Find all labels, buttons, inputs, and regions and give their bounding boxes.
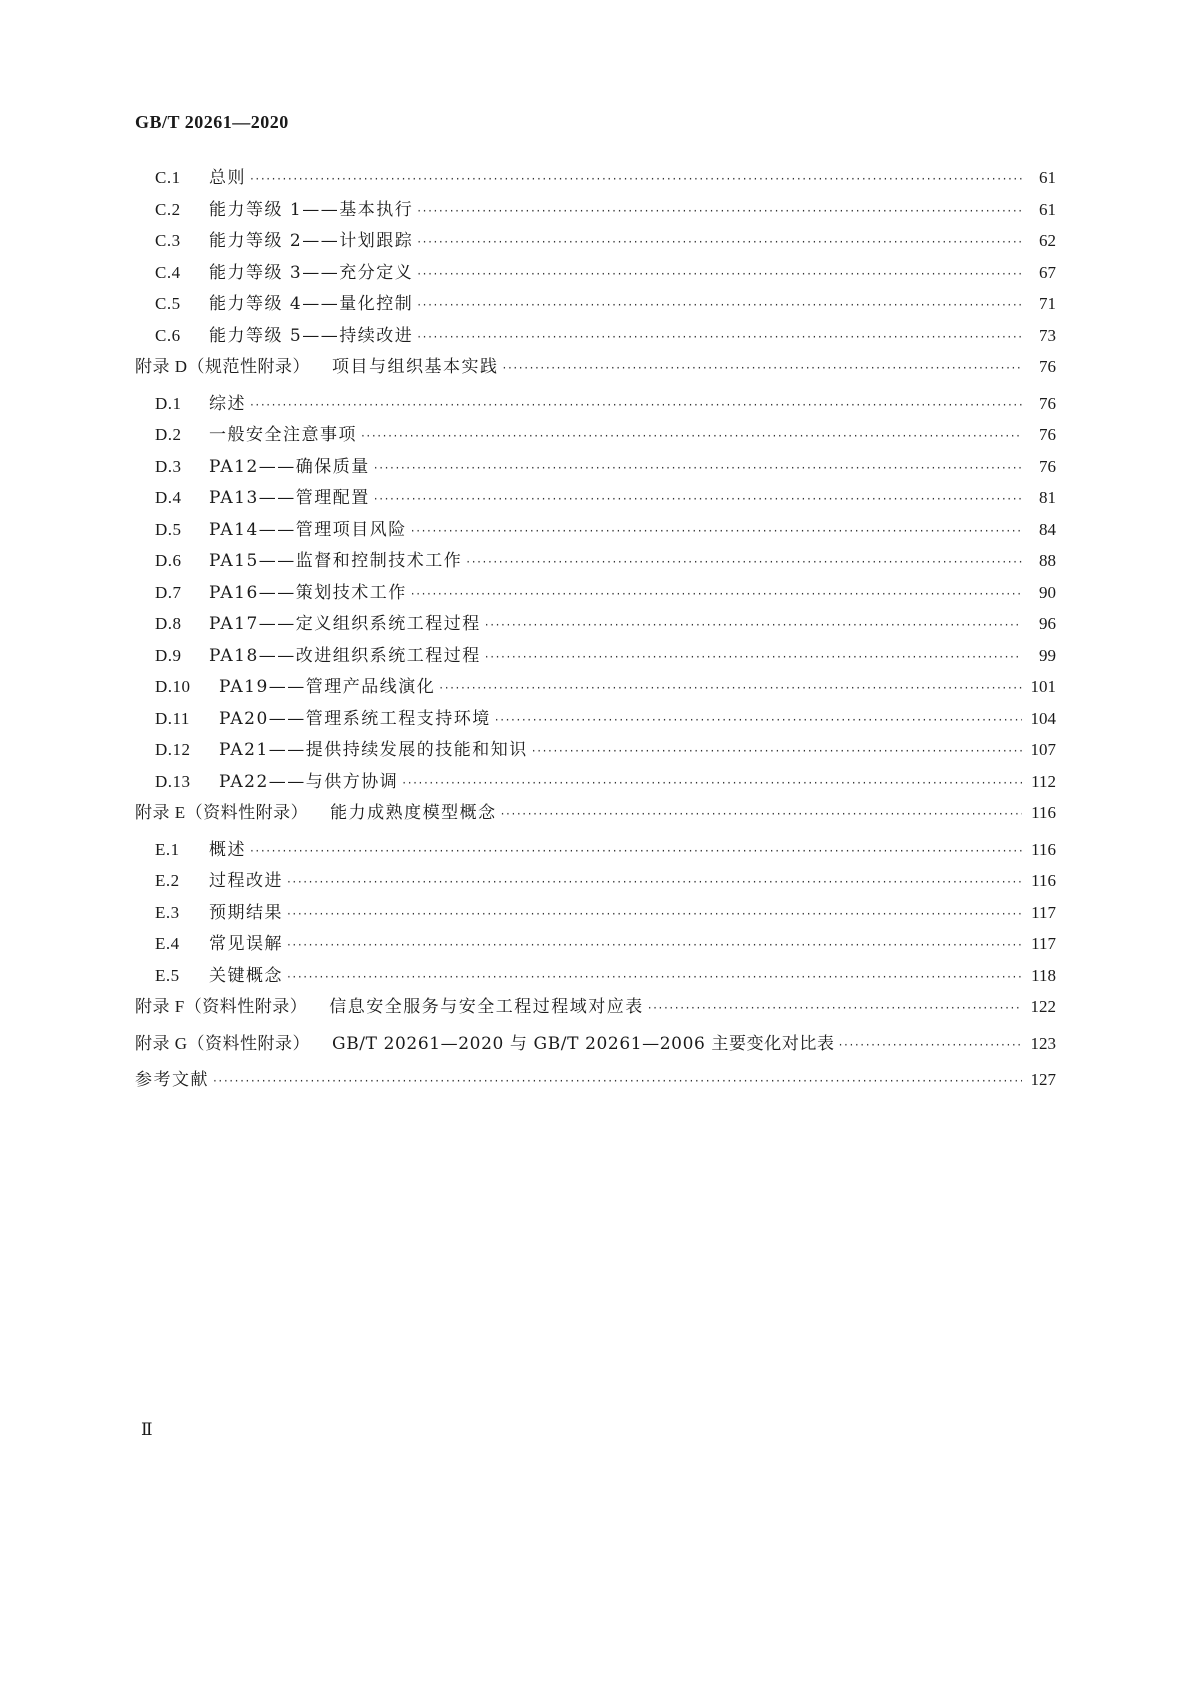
toc-entry-number: D.12 <box>155 740 191 759</box>
toc-entry-number: D.5 <box>155 519 182 539</box>
toc-entry-page: 107 <box>1030 740 1056 759</box>
toc-entry-d2[interactable] <box>135 425 1056 457</box>
dot-leader <box>250 169 1022 189</box>
toc-annex-label: 附录 G（资料性附录） <box>135 1033 311 1053</box>
toc-entry-page: 117 <box>1031 902 1056 922</box>
toc-entry-title: 关键概念 <box>209 965 283 986</box>
toc-entry-e4[interactable] <box>135 934 1056 966</box>
dot-leader <box>503 358 1022 378</box>
toc-annex-label: 附录 E（资料性附录） <box>135 803 309 822</box>
toc-entry-c1[interactable] <box>135 168 1056 200</box>
toc-annex-g[interactable] <box>135 1034 1056 1071</box>
toc-entry-title: 一般安全注意事项 <box>209 425 357 445</box>
toc-entry-page: 116 <box>1031 839 1056 859</box>
toc-entry-title: 总则 <box>209 168 246 188</box>
toc-entry-number: D.9 <box>155 645 182 665</box>
dot-leader <box>411 584 1022 604</box>
toc-entry-page: 84 <box>1039 519 1056 539</box>
dot-leader <box>374 489 1022 509</box>
toc-entry-number: E.2 <box>155 871 180 890</box>
toc-entry-page: 61 <box>1039 199 1056 219</box>
toc-entry-d13[interactable] <box>135 772 1056 804</box>
toc-entry-number: C.1 <box>155 168 181 187</box>
dot-leader <box>466 552 1022 572</box>
toc-entry-d11[interactable] <box>135 709 1056 741</box>
dot-leader <box>417 232 1022 252</box>
toc-entry-page: 104 <box>1030 708 1056 728</box>
toc-entry-e5[interactable] <box>135 966 1056 998</box>
toc-entry-page: 117 <box>1031 934 1056 953</box>
toc-entry-number: E.1 <box>155 839 180 859</box>
dot-leader <box>287 935 1022 955</box>
dot-leader <box>501 804 1022 824</box>
dot-leader <box>417 201 1022 221</box>
toc-entry-page: 118 <box>1031 965 1056 985</box>
dot-leader <box>213 1071 1022 1091</box>
dot-leader <box>417 327 1022 347</box>
toc-entry-page: 61 <box>1039 168 1056 187</box>
toc-annex-title: GB/T 20261—2020 与 GB/T 20261—2006 主要变化对比表 <box>332 1033 835 1054</box>
toc-entry-number: C.3 <box>155 231 181 250</box>
toc-entry-number: D.8 <box>155 614 182 633</box>
toc-annex-title: 信息安全服务与安全工程过程域对应表 <box>329 997 644 1017</box>
toc-entry-d6[interactable] <box>135 551 1056 583</box>
toc-entry-page: 73 <box>1039 325 1056 345</box>
dot-leader <box>495 710 1022 730</box>
toc-entry-page: 67 <box>1039 262 1056 282</box>
dot-leader <box>485 647 1022 667</box>
toc-entry-title: PA15——监督和控制技术工作 <box>209 551 463 571</box>
toc-annex-title: 项目与组织基本实践 <box>332 357 499 377</box>
toc-entry-page: 122 <box>1030 997 1056 1016</box>
toc-entry-c3[interactable] <box>135 231 1056 263</box>
dot-leader <box>402 773 1022 793</box>
toc-entry-d7[interactable] <box>135 583 1056 615</box>
toc-bibliography-title: 参考文献 <box>135 1070 209 1090</box>
dot-leader <box>287 967 1022 987</box>
toc-entry-c4[interactable] <box>135 263 1056 295</box>
toc-entry-c5[interactable] <box>135 294 1056 326</box>
toc-entry-e1[interactable] <box>135 840 1056 872</box>
toc-entry-title: PA22——与供方协调 <box>219 771 399 792</box>
toc-entry-page: 96 <box>1039 614 1056 633</box>
toc-entry-d10[interactable] <box>135 677 1056 709</box>
dot-leader <box>648 998 1022 1018</box>
dot-leader <box>485 615 1022 635</box>
toc-entry-number: C.5 <box>155 294 181 313</box>
toc-entry-title: PA19——管理产品线演化 <box>219 677 436 697</box>
toc-entry-e3[interactable] <box>135 903 1056 935</box>
toc-entry-number: D.11 <box>155 708 190 728</box>
toc-entry-number: C.2 <box>155 199 181 219</box>
toc-entry-number: D.1 <box>155 393 182 413</box>
toc-annex-f[interactable] <box>135 997 1056 1034</box>
dot-leader <box>439 678 1022 698</box>
toc-entry-page: 76 <box>1039 393 1056 413</box>
toc-entry-d4[interactable] <box>135 488 1056 520</box>
toc-entry-number: C.6 <box>155 325 181 345</box>
toc-entry-number: D.6 <box>155 551 182 570</box>
toc-entry-number: D.13 <box>155 771 191 791</box>
dot-leader <box>287 904 1022 924</box>
toc-entry-d3[interactable] <box>135 457 1056 489</box>
dot-leader <box>532 741 1022 761</box>
toc-entry-page: 99 <box>1039 645 1056 665</box>
toc-entry-number: E.3 <box>155 902 180 922</box>
toc-entry-title: 能力等级 3——充分定义 <box>209 262 414 283</box>
toc-entry-d8[interactable] <box>135 614 1056 646</box>
toc-entry-title: PA18——改进组织系统工程过程 <box>209 645 481 666</box>
toc-entry-e2[interactable] <box>135 871 1056 903</box>
dot-leader <box>250 841 1022 861</box>
toc-entry-page: 127 <box>1030 1070 1056 1089</box>
toc-entry-title: 概述 <box>209 839 246 860</box>
dot-leader <box>417 295 1022 315</box>
table-of-contents <box>135 168 1056 1107</box>
toc-entry-title: PA20——管理系统工程支持环境 <box>219 708 491 729</box>
dot-leader <box>361 426 1022 446</box>
dot-leader <box>287 872 1022 892</box>
dot-leader <box>417 264 1022 284</box>
toc-entry-page: 90 <box>1039 582 1056 602</box>
page-number: Ⅱ <box>141 1420 153 1439</box>
toc-annex-label: 附录 F（资料性附录） <box>135 997 308 1016</box>
toc-entry-number: D.7 <box>155 582 182 602</box>
toc-entry-page: 76 <box>1039 357 1056 376</box>
toc-entry-title: PA12——确保质量 <box>209 456 370 477</box>
toc-entry-c2[interactable] <box>135 200 1056 232</box>
toc-entry-title: 能力等级 2——计划跟踪 <box>209 231 414 251</box>
dot-leader <box>374 458 1022 478</box>
toc-entry-page: 123 <box>1030 1033 1056 1053</box>
toc-annex-e[interactable] <box>135 803 1056 840</box>
toc-entry-number: E.5 <box>155 965 180 985</box>
toc-entry-title: PA21——提供持续发展的技能和知识 <box>219 740 528 760</box>
toc-annex-label: 附录 D（规范性附录） <box>135 357 311 376</box>
toc-entry-number: C.4 <box>155 262 181 282</box>
toc-entry-page: 76 <box>1039 425 1056 444</box>
toc-entry-title: PA17——定义组织系统工程过程 <box>209 614 481 634</box>
toc-entry-number: D.3 <box>155 456 182 476</box>
toc-entry-title: 能力等级 1——基本执行 <box>209 199 414 220</box>
toc-entry-d5[interactable] <box>135 520 1056 552</box>
standard-number: GB/T 20261—2020 <box>135 112 289 132</box>
toc-entry-title: 预期结果 <box>209 902 283 923</box>
toc-entry-page: 116 <box>1031 871 1056 890</box>
toc-entry-page: 76 <box>1039 456 1056 476</box>
toc-entry-page: 112 <box>1031 771 1056 791</box>
toc-entry-number: D.2 <box>155 425 182 444</box>
toc-entry-c6[interactable] <box>135 326 1056 358</box>
toc-entry-title: PA13——管理配置 <box>209 488 370 508</box>
toc-entry-title: 过程改进 <box>209 871 283 891</box>
toc-entry-title: 能力等级 4——量化控制 <box>209 294 414 314</box>
toc-entry-page: 88 <box>1039 551 1056 570</box>
toc-annex-d[interactable] <box>135 357 1056 394</box>
toc-entry-title: 综述 <box>209 393 246 414</box>
toc-entry-page: 116 <box>1031 803 1056 822</box>
toc-entry-d1[interactable] <box>135 394 1056 426</box>
toc-entry-number: D.4 <box>155 488 182 507</box>
toc-entry-title: PA14——管理项目风险 <box>209 519 407 540</box>
toc-entry-title: 常见误解 <box>209 934 283 954</box>
toc-entry-number: E.4 <box>155 934 180 953</box>
dot-leader <box>411 521 1022 541</box>
toc-entry-d9[interactable] <box>135 646 1056 678</box>
toc-annex-title: 能力成熟度模型概念 <box>330 803 497 823</box>
toc-entry-title: 能力等级 5——持续改进 <box>209 325 414 346</box>
toc-entry-page: 101 <box>1030 677 1056 696</box>
toc-bibliography[interactable] <box>135 1070 1056 1107</box>
dot-leader <box>839 1035 1022 1055</box>
toc-entry-page: 81 <box>1039 488 1056 507</box>
toc-entry-d12[interactable] <box>135 740 1056 772</box>
toc-entry-title: PA16——策划技术工作 <box>209 582 407 603</box>
toc-entry-page: 71 <box>1039 294 1056 313</box>
dot-leader <box>250 395 1022 415</box>
toc-entry-number: D.10 <box>155 677 191 696</box>
toc-entry-page: 62 <box>1039 231 1056 250</box>
